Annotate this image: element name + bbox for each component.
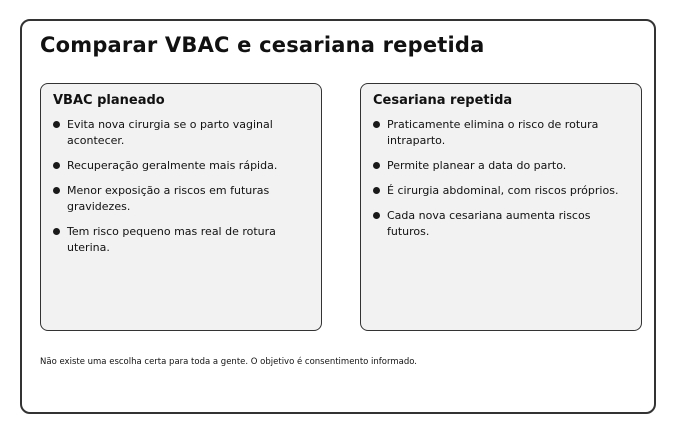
bullet-icon: [53, 121, 60, 128]
bullet-icon: [373, 162, 380, 169]
list-item: [373, 117, 631, 149]
bullet-icon: [373, 187, 380, 194]
page-title: Comparar VBAC e cesariana repetida: [40, 33, 485, 57]
list-item-text: Cada nova cesariana aumenta riscos futuros.: [387, 209, 591, 238]
panel-vbac-planned: [40, 83, 322, 331]
list-item-text: Menor exposição a riscos em futuras gravidezes.: [67, 184, 270, 213]
footnote: Não existe uma escolha certa para toda a gente. O objetivo é consentimento informado.: [40, 357, 417, 367]
list-item-text: Tem risco pequeno mas real de rotura uterina.: [67, 225, 276, 254]
list-item-text: É cirurgia abdominal, com riscos próprios.: [387, 184, 619, 197]
bullet-icon: [53, 187, 60, 194]
panel-heading: Cesariana repetida: [373, 93, 513, 108]
list-item-text: Permite planear a data do parto.: [387, 159, 567, 172]
list-item: [53, 117, 311, 149]
list-item-text: Evita nova cirurgia se o parto vaginal acontecer.: [67, 118, 273, 147]
bullet-icon: [373, 212, 380, 219]
bullet-icon: [53, 228, 60, 235]
list-item: [53, 224, 311, 256]
bullet-icon: [373, 121, 380, 128]
panel-repeat-cesarean: [360, 83, 642, 331]
comparison-card: [20, 19, 656, 414]
list-item: [373, 183, 631, 199]
list-item-text: Recuperação geralmente mais rápida.: [67, 159, 278, 172]
list-item: [53, 158, 311, 174]
bullet-icon: [53, 162, 60, 169]
list-item-text: Praticamente elimina o risco de rotura intraparto.: [387, 118, 599, 147]
pros-cons-list: [53, 117, 311, 256]
list-item: [53, 183, 311, 215]
pros-cons-list: [373, 117, 631, 240]
panel-heading: VBAC planeado: [53, 93, 165, 108]
list-item: [373, 208, 631, 240]
list-item: [373, 158, 631, 174]
